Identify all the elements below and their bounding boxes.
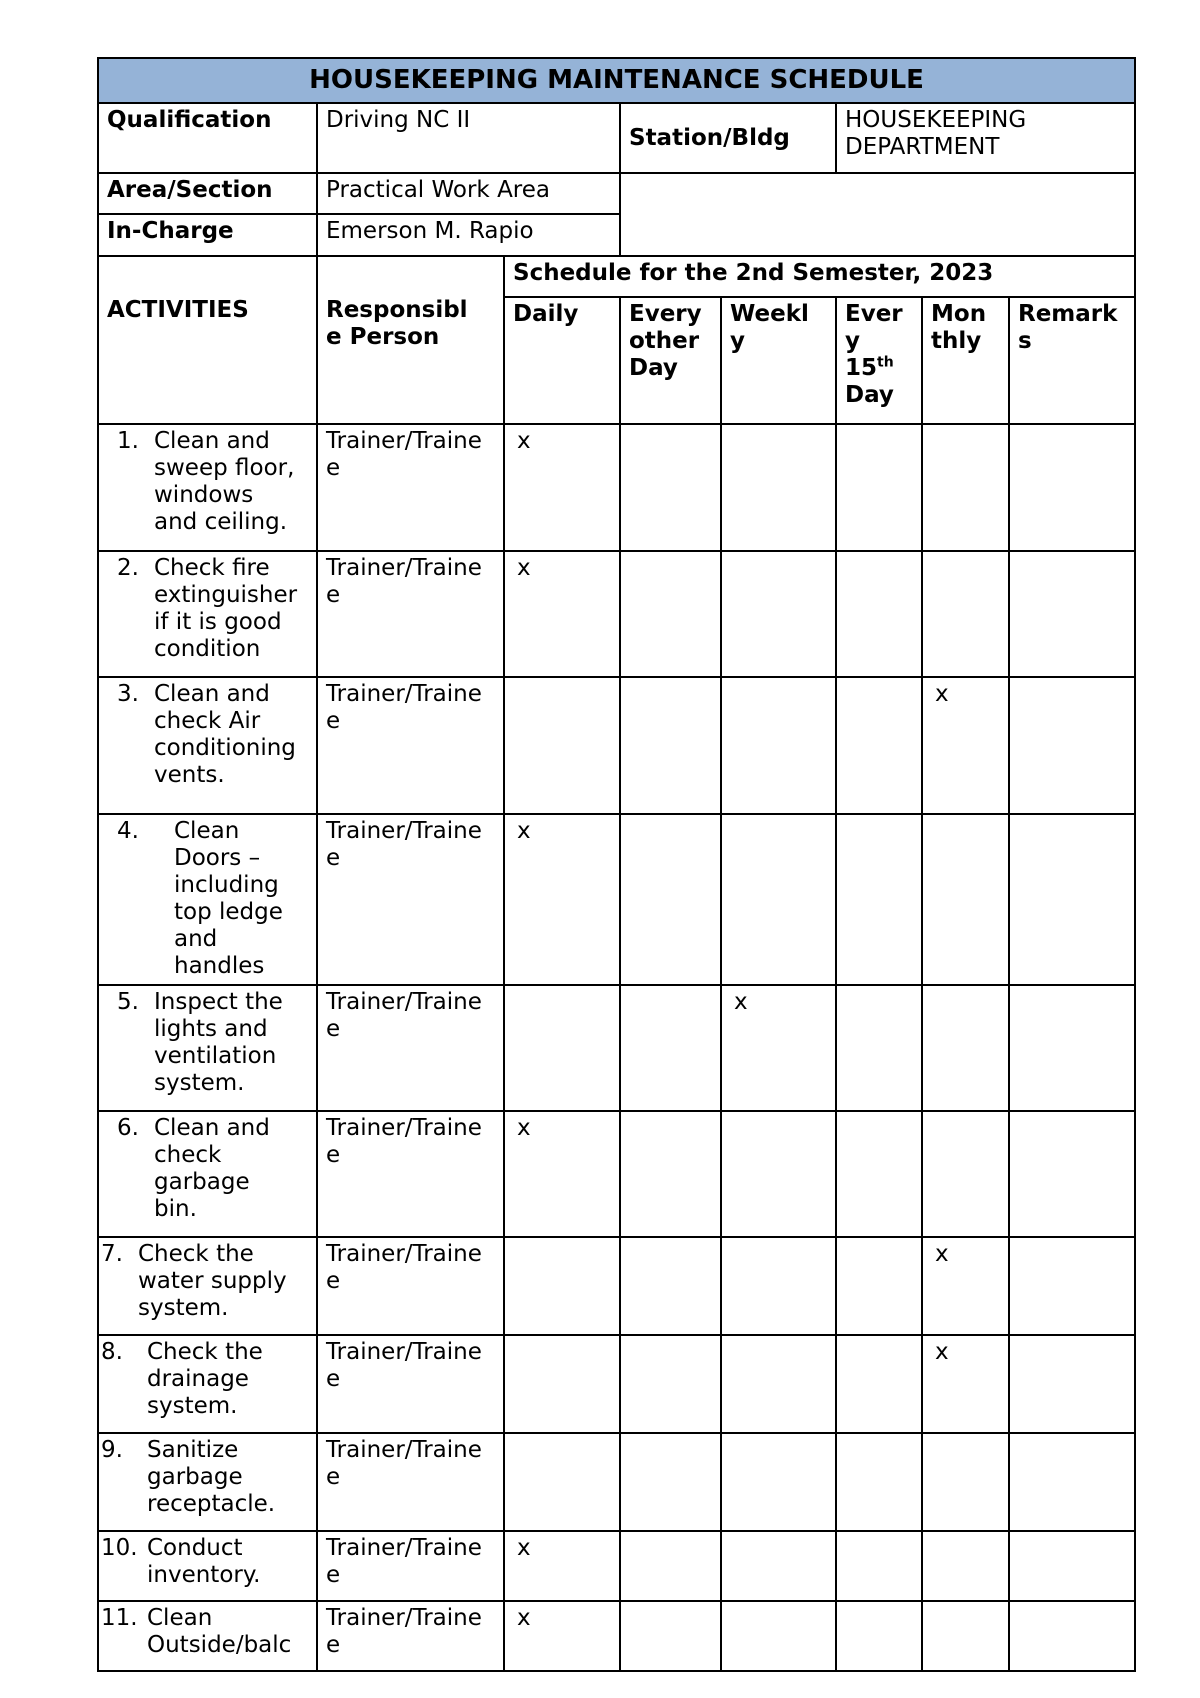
responsible-person-cell	[317, 1433, 504, 1531]
monthly-mark-cell	[922, 1433, 1009, 1531]
activity-number: 6.	[117, 1115, 139, 1141]
activity-line: check Air	[154, 708, 261, 734]
responsible-person-line: Trainer/Traine	[326, 555, 482, 581]
remarks-cell	[1009, 1111, 1135, 1237]
responsible-person-cell	[317, 1531, 504, 1601]
station-label: Station/Bldg	[620, 103, 836, 173]
weekly-header	[721, 297, 836, 424]
every-other-day-mark-cell	[620, 1433, 721, 1531]
activity-line: including	[174, 872, 279, 898]
monthly-mark-cell: x	[922, 677, 1009, 814]
monthly-line1: Mon	[931, 301, 987, 327]
daily-mark-cell	[504, 677, 620, 814]
activity-line: system.	[138, 1295, 229, 1321]
weekly-mark-cell	[721, 424, 836, 551]
activity-line: Clean and	[154, 1115, 270, 1141]
weekly-line1: Weekl	[730, 301, 809, 327]
daily-header: Daily	[504, 297, 620, 424]
responsible-person-line: Trainer/Traine	[326, 681, 482, 707]
table-row	[98, 1433, 1135, 1531]
activity-text	[154, 989, 308, 1097]
responsible-person-line: e	[326, 582, 341, 608]
activity-cell	[98, 677, 317, 814]
responsible-person-line: e	[326, 845, 341, 871]
schedule-header: Schedule for the 2nd Semester, 2023	[504, 256, 1135, 297]
every-15th-day-mark-cell	[836, 551, 922, 677]
responsible-person-cell	[317, 985, 504, 1111]
qualification-value: Driving NC II	[317, 103, 620, 173]
every-15th-day-mark-cell	[836, 1433, 922, 1531]
qualification-label: Qualification	[98, 103, 317, 173]
every-other-day-mark-cell	[620, 551, 721, 677]
activity-cell	[98, 424, 317, 551]
responsible-person-cell	[317, 677, 504, 814]
activity-line: drainage	[147, 1366, 249, 1392]
activity-line: inventory.	[147, 1562, 261, 1588]
activity-line: system.	[154, 1070, 245, 1096]
activity-cell	[98, 1335, 317, 1433]
every-15th-day-mark-cell	[836, 985, 922, 1111]
every-other-day-mark-cell	[620, 677, 721, 814]
weekly-mark-cell	[721, 677, 836, 814]
table-row	[98, 677, 1135, 814]
blank-info-cell	[620, 173, 1135, 256]
monthly-mark-cell	[922, 1601, 1009, 1671]
every-other-day-header	[620, 297, 721, 424]
daily-mark-cell: x	[504, 1111, 620, 1237]
area-label: Area/Section	[98, 173, 317, 214]
activity-cell	[98, 814, 317, 985]
activity-text	[154, 681, 308, 789]
activity-line: Inspect the	[154, 989, 283, 1015]
activity-number: 1.	[117, 428, 139, 454]
every-15th-day-header	[836, 297, 922, 424]
every-15th-day-mark-cell	[836, 1601, 922, 1671]
responsible-person-cell	[317, 814, 504, 985]
remarks-cell	[1009, 1531, 1135, 1601]
every-other-line2: other	[629, 328, 700, 354]
schedule-title: HOUSEKEEPING MAINTENANCE SCHEDULE	[98, 58, 1135, 103]
every15-line4: Day	[845, 382, 894, 408]
activity-text	[154, 555, 308, 663]
activity-cell	[98, 1601, 317, 1671]
responsible-person-line: e	[326, 708, 341, 734]
every-15th-day-mark-cell	[836, 677, 922, 814]
table-row	[98, 1531, 1135, 1601]
remarks-cell	[1009, 424, 1135, 551]
activity-text	[154, 428, 308, 536]
responsible-person-line: e	[326, 1562, 341, 1588]
every15-number: 15	[845, 355, 878, 381]
activity-cell	[98, 551, 317, 677]
daily-mark-cell: x	[504, 551, 620, 677]
activity-line: receptacle.	[147, 1491, 276, 1517]
responsible-person-line: Trainer/Traine	[326, 989, 482, 1015]
responsible-person-cell	[317, 551, 504, 677]
activity-line: water supply	[138, 1268, 287, 1294]
activity-line: vents.	[154, 762, 225, 788]
responsible-header-line1: Responsibl	[326, 297, 468, 323]
activity-line: bin.	[154, 1196, 197, 1222]
activity-line: condition	[154, 636, 261, 662]
table-row	[98, 1111, 1135, 1237]
daily-mark-cell: x	[504, 1531, 620, 1601]
monthly-mark-cell	[922, 551, 1009, 677]
activity-line: Clean	[174, 818, 240, 844]
monthly-mark-cell	[922, 424, 1009, 551]
remarks-header	[1009, 297, 1135, 424]
weekly-mark-cell	[721, 1335, 836, 1433]
maintenance-schedule-document	[97, 57, 1134, 1672]
activity-number: 4.	[117, 818, 139, 844]
every-other-day-mark-cell	[620, 1111, 721, 1237]
every-other-day-mark-cell	[620, 814, 721, 985]
monthly-mark-cell: x	[922, 1335, 1009, 1433]
responsible-person-line: Trainer/Traine	[326, 1605, 482, 1631]
every15-line1: Ever	[845, 301, 903, 327]
responsible-person-line: Trainer/Traine	[326, 1241, 482, 1267]
activity-text	[147, 1605, 308, 1659]
activity-line: Sanitize	[147, 1437, 239, 1463]
responsible-header	[317, 256, 504, 424]
remarks-cell	[1009, 1237, 1135, 1335]
activity-number: 9.	[101, 1437, 123, 1463]
monthly-line2: thly	[931, 328, 982, 354]
activity-line: Clean and	[154, 681, 270, 707]
every-15th-day-mark-cell	[836, 1111, 922, 1237]
activity-line: check	[154, 1142, 222, 1168]
station-value-line2: DEPARTMENT	[845, 134, 1000, 160]
activity-text	[138, 1241, 308, 1322]
responsible-person-line: e	[326, 1268, 341, 1294]
activity-line: ventilation	[154, 1043, 277, 1069]
activity-number: 11.	[101, 1605, 138, 1631]
activity-line: Doors –	[174, 845, 261, 871]
daily-mark-cell: x	[504, 424, 620, 551]
activity-cell	[98, 1531, 317, 1601]
responsible-person-line: Trainer/Traine	[326, 1339, 482, 1365]
activity-line: if it is good	[154, 609, 282, 635]
daily-mark-cell	[504, 1237, 620, 1335]
table-row	[98, 1601, 1135, 1671]
every15-superscript: th	[877, 354, 894, 371]
activity-line: conditioning	[154, 735, 296, 761]
monthly-mark-cell	[922, 985, 1009, 1111]
daily-mark-cell: x	[504, 814, 620, 985]
responsible-person-line: Trainer/Traine	[326, 428, 482, 454]
responsible-person-line: e	[326, 1142, 341, 1168]
activity-line: garbage	[147, 1464, 243, 1490]
activity-line: Check the	[147, 1339, 263, 1365]
activity-line: sweep floor,	[154, 455, 295, 481]
responsible-person-line: e	[326, 1632, 341, 1658]
activity-number: 10.	[101, 1535, 138, 1561]
incharge-value: Emerson M. Rapio	[317, 214, 620, 256]
responsible-person-line: Trainer/Traine	[326, 1115, 482, 1141]
weekly-mark-cell	[721, 1531, 836, 1601]
responsible-person-cell	[317, 1111, 504, 1237]
responsible-person-line: e	[326, 1366, 341, 1392]
every15-line2: y	[845, 328, 860, 354]
every-other-day-mark-cell	[620, 1237, 721, 1335]
daily-mark-cell: x	[504, 1601, 620, 1671]
every-other-day-mark-cell	[620, 1601, 721, 1671]
activities-header: ACTIVITIES	[98, 256, 317, 424]
every-other-day-mark-cell	[620, 424, 721, 551]
monthly-mark-cell	[922, 814, 1009, 985]
responsible-person-cell	[317, 1237, 504, 1335]
activity-number: 3.	[117, 681, 139, 707]
every-other-day-mark-cell	[620, 985, 721, 1111]
monthly-header	[922, 297, 1009, 424]
weekly-mark-cell	[721, 1111, 836, 1237]
activity-line: Outside/balc	[147, 1632, 292, 1658]
activity-text	[147, 1437, 308, 1518]
table-row	[98, 1237, 1135, 1335]
remarks-cell	[1009, 1601, 1135, 1671]
station-value	[836, 103, 1135, 173]
weekly-mark-cell	[721, 1237, 836, 1335]
responsible-person-cell	[317, 424, 504, 551]
activity-line: Clean and	[154, 428, 270, 454]
activity-line: and	[174, 926, 218, 952]
daily-mark-cell	[504, 985, 620, 1111]
activity-number: 7.	[101, 1241, 123, 1267]
area-value: Practical Work Area	[317, 173, 620, 214]
activity-cell	[98, 1237, 317, 1335]
table-row	[98, 424, 1135, 551]
activity-text	[174, 818, 308, 980]
table-row	[98, 1335, 1135, 1433]
weekly-line2: y	[730, 328, 745, 354]
activity-cell	[98, 985, 317, 1111]
monthly-mark-cell	[922, 1111, 1009, 1237]
activity-cell	[98, 1433, 317, 1531]
every-15th-day-mark-cell	[836, 1237, 922, 1335]
weekly-mark-cell	[721, 1601, 836, 1671]
responsible-person-line: e	[326, 455, 341, 481]
activity-number: 8.	[101, 1339, 123, 1365]
station-value-line1: HOUSEKEEPING	[845, 107, 1027, 133]
every-other-day-mark-cell	[620, 1335, 721, 1433]
weekly-mark-cell	[721, 814, 836, 985]
daily-mark-cell	[504, 1433, 620, 1531]
every-15th-day-mark-cell	[836, 814, 922, 985]
monthly-mark-cell	[922, 1531, 1009, 1601]
table-row	[98, 985, 1135, 1111]
activity-line: top ledge	[174, 899, 283, 925]
every-other-day-mark-cell	[620, 1531, 721, 1601]
activity-text	[147, 1535, 308, 1589]
activity-number: 5.	[117, 989, 139, 1015]
responsible-header-line2: e Person	[326, 324, 440, 350]
remarks-cell	[1009, 1433, 1135, 1531]
remarks-line1: Remark	[1018, 301, 1118, 327]
activity-line: Check fire	[154, 555, 270, 581]
every15-line3	[845, 355, 913, 382]
activity-text	[154, 1115, 308, 1223]
daily-mark-cell	[504, 1335, 620, 1433]
activity-line: and ceiling.	[154, 509, 288, 535]
activity-line: Clean	[147, 1605, 213, 1631]
activity-line: Conduct	[147, 1535, 243, 1561]
activity-line: windows	[154, 482, 254, 508]
responsible-person-line: Trainer/Traine	[326, 1437, 482, 1463]
responsible-person-line: Trainer/Traine	[326, 818, 482, 844]
responsible-person-cell	[317, 1335, 504, 1433]
weekly-mark-cell	[721, 551, 836, 677]
weekly-mark-cell: x	[721, 985, 836, 1111]
responsible-person-line: e	[326, 1016, 341, 1042]
every-15th-day-mark-cell	[836, 1335, 922, 1433]
activity-text	[147, 1339, 308, 1420]
monthly-mark-cell: x	[922, 1237, 1009, 1335]
responsible-person-line: e	[326, 1464, 341, 1490]
every-other-line3: Day	[629, 355, 678, 381]
activity-number: 2.	[117, 555, 139, 581]
responsible-person-line: Trainer/Traine	[326, 1535, 482, 1561]
every-other-line1: Every	[629, 301, 702, 327]
every-15th-day-mark-cell	[836, 424, 922, 551]
table-row	[98, 814, 1135, 985]
remarks-cell	[1009, 551, 1135, 677]
remarks-line2: s	[1018, 328, 1032, 354]
weekly-mark-cell	[721, 1433, 836, 1531]
schedule-table	[97, 57, 1136, 1672]
incharge-label: In-Charge	[98, 214, 317, 256]
remarks-cell	[1009, 1335, 1135, 1433]
activity-line: system.	[147, 1393, 238, 1419]
activity-line: garbage	[154, 1169, 250, 1195]
table-row	[98, 551, 1135, 677]
remarks-cell	[1009, 814, 1135, 985]
responsible-person-cell	[317, 1601, 504, 1671]
activity-line: extinguisher	[154, 582, 298, 608]
activity-line: lights and	[154, 1016, 268, 1042]
every-15th-day-mark-cell	[836, 1531, 922, 1601]
remarks-cell	[1009, 985, 1135, 1111]
activity-line: handles	[174, 953, 265, 979]
remarks-cell	[1009, 677, 1135, 814]
activity-line: Check the	[138, 1241, 254, 1267]
activity-cell	[98, 1111, 317, 1237]
